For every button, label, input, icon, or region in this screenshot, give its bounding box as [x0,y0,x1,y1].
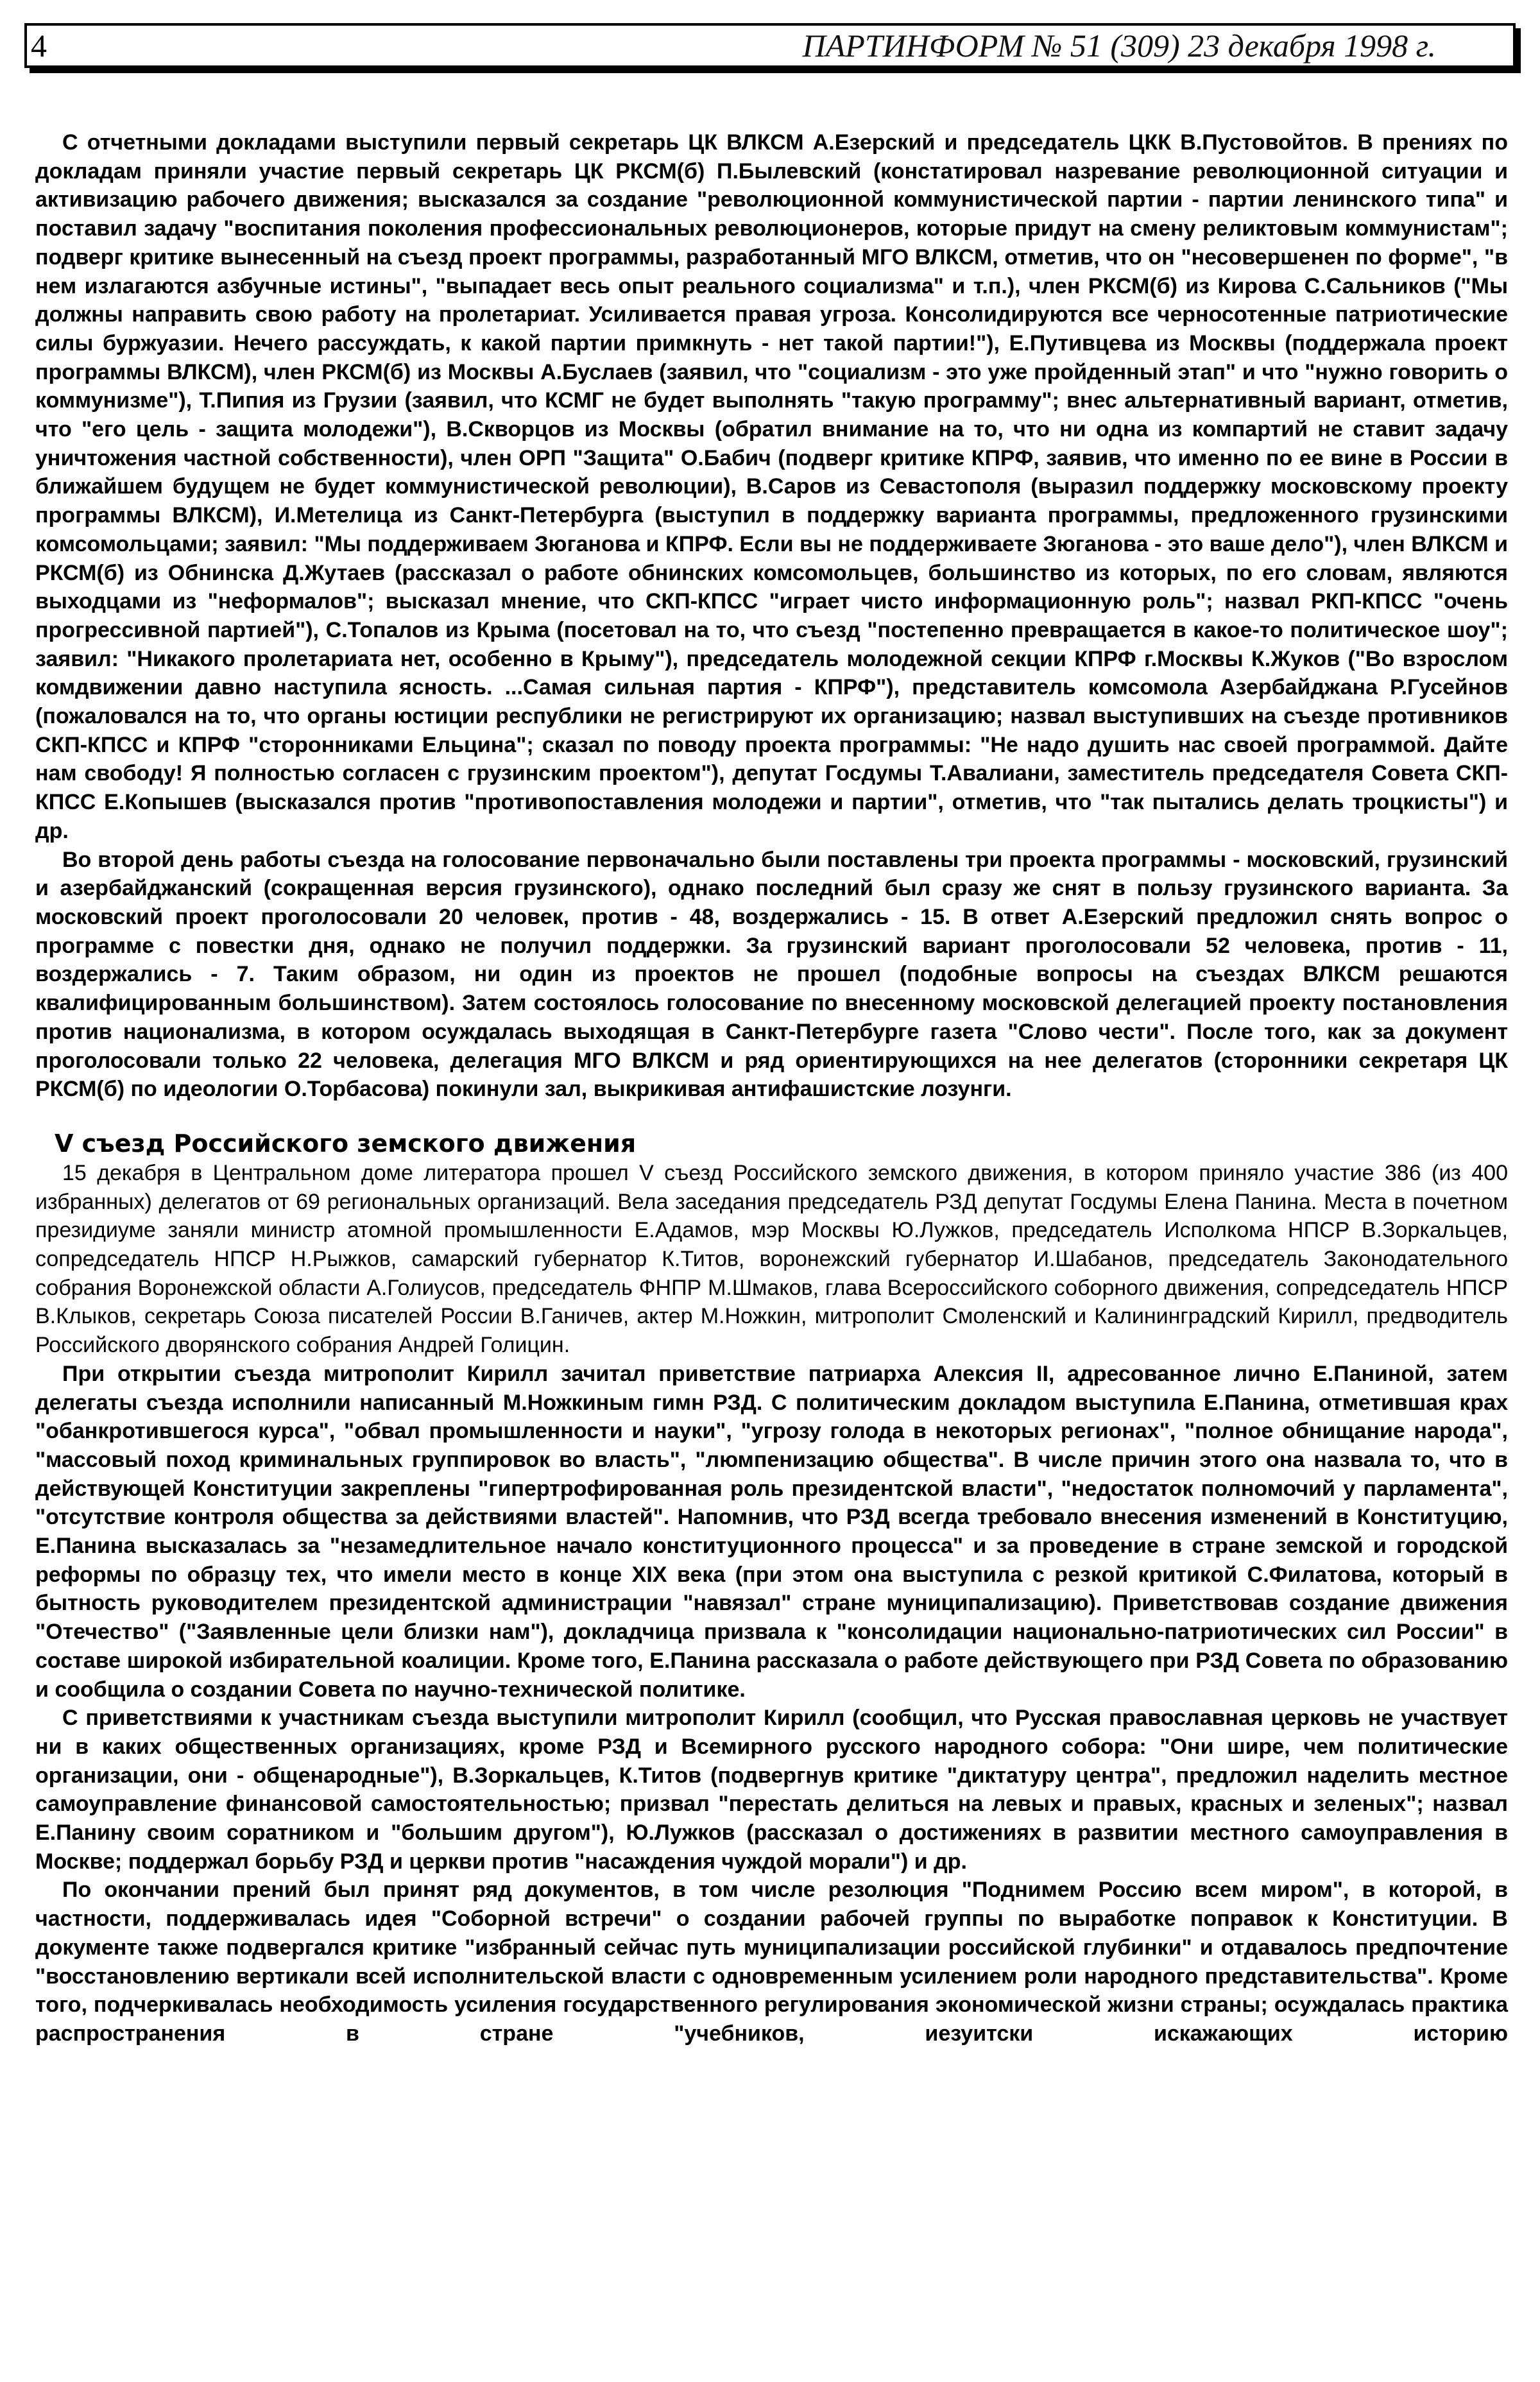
page-number: 4 [31,28,47,64]
paragraph: С отчетными докладами выступили первый секретарь ЦК ВЛКСМ А.Езерский и председатель ЦКК В.Пустовойтов. В прениях по докладам приняли участие первый секретарь ЦК РКСМ(б) П.Былевский (констатировал назревание революционной ситуации и активизацию рабочего движения; высказался за создание "революционной коммунистической партии - партии ленинского типа" и поставил задачу "воспитания поколения профессиональных революционеров, которые придут на смену реликтовым коммунистам"; подверг критике вынесенный на съезд проект программы, разработанный МГО ВЛКСМ, отметив, что он "несовершенен по форме", "в нем излагаются азбучные истины", "выпадает весь опыт реального социализма" и т.п.), член РКСМ(б) из Кирова С.Сальников ("Мы должны направить свою работу на пролетариат. Усиливается правая угроза. Консолидируются все черносотенные патриотические силы буржуазии. Нечего рассуждать, к какой партии примкнуть - нет такой партии!"), Е.Путивцева из Москвы (поддержала проект программы ВЛКСМ), член РКСМ(б) из Москвы А.Буслаев (заявил, что "социализм - это уже пройденный этап" и что "нужно говорить о коммунизме"), Т.Пипия из Грузии (заявил, что КСМГ не будет выполнять "такую программу"; внес альтернативный вариант, отметив, что "его цель - защита молодежи"), В.Скворцов из Москвы (обратил внимание на то, что ни одна из компартий не ставит задачу уничтожения частной собственности), член ОРП "Защита" О.Бабич (подверг критике КПРФ, заявив, что именно по ее вине в России в ближайшем будущем не будет коммунистической революции), В.Саров из Севастополя (выразил поддержку московскому проекту программы ВЛКСМ), И.Метелица из Санкт-Петербурга (выступил в поддержку варианта программы, предложенного грузинскими комсомольцами; заявил: "Мы поддерживаем Зюганова и КПРФ. Если вы не поддерживаете Зюганова - это ваше дело"), член ВЛКСМ и РКСМ(б) из Обнинска Д.Жутаев (рассказал о работе обнинских комсомольцев, большинство из которых, по его словам, являются выходцами из "неформалов"; высказал мнение, что СКП-КПСС "играет чисто информационную роль"; назвал РКП-КПСС "очень прогрессивной партией"), С.Топалов из Крыма (посетовал на то, что съезд "постепенно превращается в какое-то политическое шоу"; заявил: "Никакого пролетариата нет, особенно в Крыму"), председатель молодежной секции КПРФ г.Москвы К.Жуков ("Во взрослом комдвижении давно наступила ясность. ...Самая сильная партия - КПРФ"), представитель комсомола Азербайджана Р.Гусейнов (пожаловался на то, что органы юстиции республики не регистрируют их организацию; назвал выступивших на съезде противников СКП-КПСС и КПРФ "сторонниками Ельцина"; сказал по поводу проекта программы: "Не надо душить нас своей программой. Дайте нам свободу! Я полностью согласен с грузинским проектом"), депутат Госдумы Т.Авалиани, заместитель председателя Совета СКП-КПСС Е.Копышев (высказался против "противопоставления молодежи и партии", отметив, что "так пытались делать троцкисты") и др. [35,130,1508,843]
paragraph: При открытии съезда митрополит Кирилл зачитал приветствие патриарха Алексия II, адресованное лично Е.Паниной, затем делегаты съезда исполнили написанный М.Ножкиным гимн РЗД. С политическим докладом выступила Е.Панина, отметившая крах "обанкротившегося курса", "обвал промышленности и науки", "угрозу голода в некоторых регионах", "полное обнищание народа", "массовый поход криминальных группировок во власть", "люмпенизацию общества". В числе причин этого она назвала то, что в действующей Конституции закреплены "гипертрофированная роль президентской власти", "недостаток полномочий у парламента", "отсутствие контроля общества за действиями властей". Напомнив, что РЗД всегда требовало внесения изменений в Конституцию, Е.Панина высказалась за "незамедлительное начало конституционного процесса" и за проведение в стране земской и городской реформы по образцу тех, что имели место в конце XIX века (при этом она выступила с резкой критикой С.Филатова, который в бытность руководителем президентской администрации "навязал" стране муниципализацию). Приветствовав создание движения "Отечество" ("Заявленные цели близки нам"), докладчица призвала к "консолидации национально-патриотических сил России" в составе широкой избирательной коалиции. Кроме того, Е.Панина рассказала о работе действующего при РЗД Совета по образованию и сообщила о создании Совета по научно-технической политике. [35,1361,1508,1702]
section-heading: V съезд Российского земского движения [55,1129,637,1158]
page-content [35,128,1508,2048]
paragraph: По окончании прений был принят ряд документов, в том числе резолюция "Поднимем Россию всем миром", в которой, в частности, поддерживалась идея "Соборной встречи" о создании рабочей группы по выработке поправок к Конституции. В документе также подвергался критике "избранный сейчас путь муниципализации российской глубинки" и отдавалось предпочтение "восстановлению вертикали всей исполнительской власти с одновременным усилением роли народного представительства". Кроме того, подчеркивалась необходимость усиления государственного регулирования экономической жизни страны; осуждалась практика распространения в стране "учебников, иезуитски искажающих историю [35,1878,1508,2046]
paragraph: Во второй день работы съезда на голосование первоначально были поставлены три проекта программы - московский, грузинский и азербайджанский (сокращенная версия грузинского), однако последний был сразу же снят в пользу грузинского варианта. За московский проект проголосовали 20 человек, против - 48, воздержались - 15. В ответ А.Езерский предложил снять вопрос о программе с повестки дня, однако не получил поддержки. За грузинский вариант проголосовали 52 человека, против - 11, воздержались - 7. Таким образом, ни один из проектов не прошел (подобные вопросы на съездах ВЛКСМ решаются квалифицированным большинством). Затем состоялось голосование по внесенному московской делегацией проекту постановления против национализма, в котором осуждалась выходящая в Санкт-Петербурге газета "Слово чести". После того, как за документ проголосовали только 22 человека, делегация МГО ВЛКСМ и ряд ориентирующихся на нее делегатов (сторонники секретаря ЦК РКСМ(б) по идеологии О.Торбасова) покинули зал, выкрикивая антифашистские лозунги. [35,847,1508,1102]
issue-title: ПАРТИНФОРМ № 51 (309) 23 декабря 1998 г. [802,28,1436,64]
page-header [24,23,1516,68]
paragraph: С приветствиями к участникам съезда выступили митрополит Кирилл (сообщил, что Русская православная церковь не участвует ни в каких общественных организациях, кроме РЗД и Всемирного русского народного собора: "Они шире, чем политические организации, они - общенародные"), В.Зоркальцев, К.Титов (подвергнув критике "диктатуру центра", предложил наделить местное самоуправление финансовой самостоятельностью; призвал "перестать делиться на левых и правых, красных и зеленых"; назвал Е.Панину своим соратником и "большим другом"), Ю.Лужков (рассказал о достижениях в развитии местного самоуправления в Москве; поддержал борьбу РЗД и церкви против "насаждения чуждой морали") и др. [35,1706,1508,1874]
lead-paragraph: 15 декабря в Центральном доме литератора прошел V съезд Российского земского движения, в котором приняло участие 386 (из 400 избранных) делегатов от 69 региональных организаций. Вела заседания председатель РЗД депутат Госдумы Елена Панина. Места в почетном президиуме заняли министр атомной промышленности Е.Адамов, мэр Москвы Ю.Лужков, председатель Исполкома НПСР В.Зоркальцев, сопредседатель НПСР Н.Рыжков, самарский губернатор К.Титов, воронежский губернатор И.Шабанов, председатель Законодательного собрания Воронежской области А.Голиусов, председатель ФНПР М.Шмаков, глава Всероссийского соборного движения, сопредседатель НПСР В.Клыков, секретарь Союза писателей России В.Ганичев, актер М.Ножкин, митрополит Смоленский и Калининградский Кирилл, предводитель Российского дворянского собрания Андрей Голицин. [35,1160,1508,1358]
